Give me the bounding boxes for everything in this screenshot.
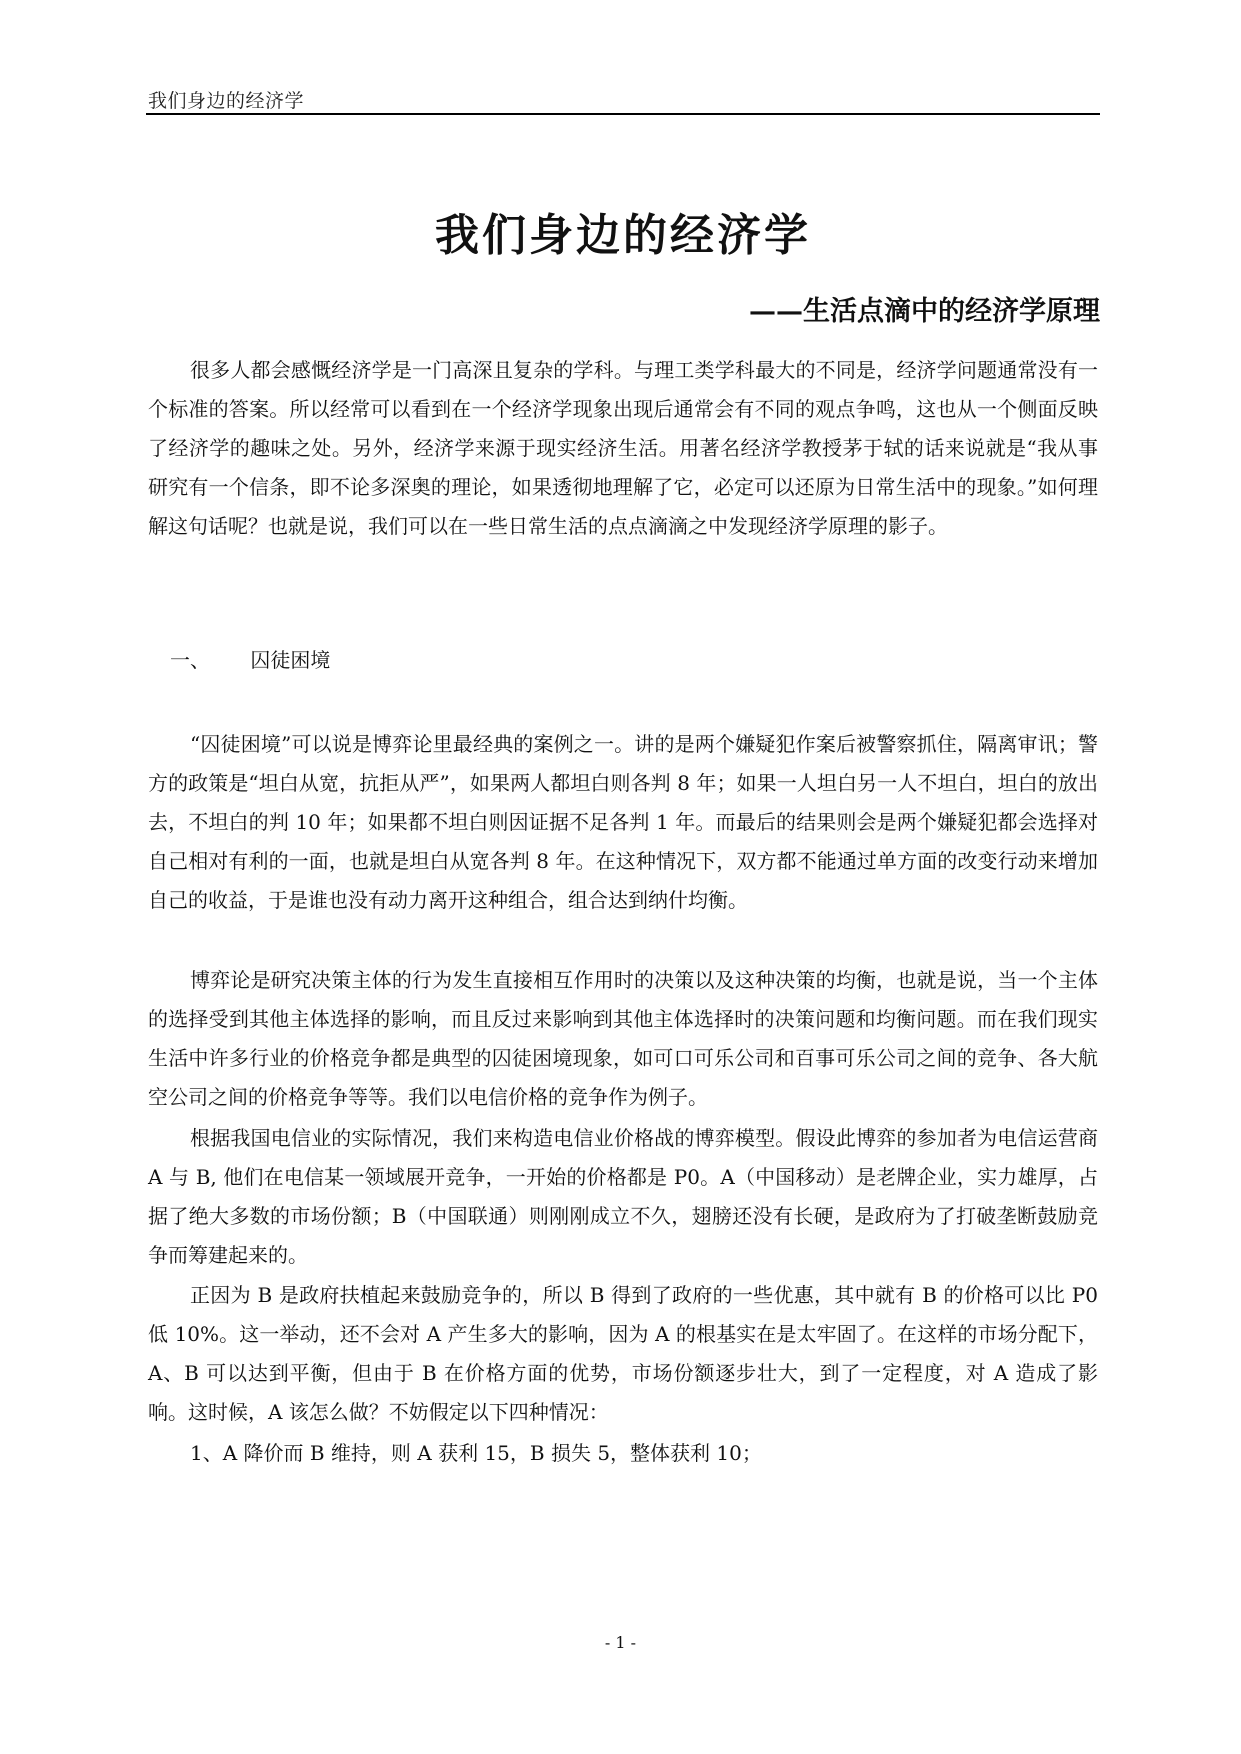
list-item-1: 1、A 降价而 B 维持，则 A 获利 15，B 损失 5，整体获利 10； <box>190 1441 762 1465</box>
body-paragraph-1: “囚徒困境”可以说是博弈论里最经典的案例之一。讲的是两个嫌疑犯作案后被警察抓住，隔离审讯；警方的政策是“坦白从宽，抗拒从严”，如果两人都坦白则各判 8 年；如果一人坦白另一人不坦白，坦白的放出去，不坦白的判 10 年；如果都不坦白则因证据不足各判 1 年。而最后的结果则会是两个嫌疑犯都会选择对自己相对有利的一面，也就是坦白从宽各判 8 年。在这种情况下，双方都不能通过单方面的改变行动来增加自己的收益，于是谁也没有动力离开这种组合，组合达到纳什均衡。 <box>148 732 1098 912</box>
body-paragraph-2: 博弈论是研究决策主体的行为发生直接相互作用时的决策以及这种决策的均衡，也就是说，当一个主体的选择受到其他主体选择的影响，而且反过来影响到其他主体选择时的决策问题和均衡问题。而在我们现实生活中许多行业的价格竞争都是典型的囚徒困境现象，如可口可乐公司和百事可乐公司之间的竞争、各大航空公司之间的价格竞争等等。我们以电信价格的竞争作为例子。 <box>148 968 1098 1109</box>
running-header: 我们身边的经济学 <box>148 90 305 112</box>
section-title: 囚徒困境 <box>250 648 331 672</box>
header-rule <box>146 113 1100 115</box>
page-number: - 1 - <box>604 1633 637 1652</box>
document-title: 我们身边的经济学 <box>435 210 811 261</box>
intro-paragraph: 很多人都会感慨经济学是一门高深且复杂的学科。与理工类学科最大的不同是，经济学问题通常没有一个标准的答案。所以经常可以看到在一个经济学现象出现后通常会有不同的观点争鸣，这也从一个侧面反映了经济学的趣味之处。另外，经济学来源于现实经济生活。用著名经济学教授茅于轼的话来说就是“我从事研究有一个信条，即不论多深奥的理论，如果透彻地理解了它，必定可以还原为日常生活中的现象。”如何理解这句话呢？也就是说，我们可以在一些日常生活的点点滴滴之中发现经济学原理的影子。 <box>148 358 1098 538</box>
section-number: 一、 <box>170 648 210 672</box>
section-heading <box>170 644 330 673</box>
document-subtitle: ——生活点滴中的经济学原理 <box>749 296 1100 327</box>
body-paragraph-3: 根据我国电信业的实际情况，我们来构造电信业价格战的博弈模型。假设此博弈的参加者为电信运营商 A 与 B, 他们在电信某一领域展开竞争，一开始的价格都是 P0。A（中国移动）是老牌企业，实力雄厚，占据了绝大多数的市场份额；B（中国联通）则刚刚成立不久，翅膀还没有长硬，是政府为了打破垄断鼓励竞争而筹建起来的。 <box>148 1126 1098 1267</box>
body-paragraph-4: 正因为 B 是政府扶植起来鼓励竞争的，所以 B 得到了政府的一些优惠，其中就有 B 的价格可以比 P0 低 10%。这一举动，还不会对 A 产生多大的影响，因为 A 的根基实在是太牢固了。在这样的市场分配下，A、B 可以达到平衡，但由于 B 在价格方面的优势，市场份额逐步壮大，到了一定程度，对 A 造成了影响。这时候，A 该怎么做？不妨假定以下四种情况： <box>148 1283 1098 1424</box>
